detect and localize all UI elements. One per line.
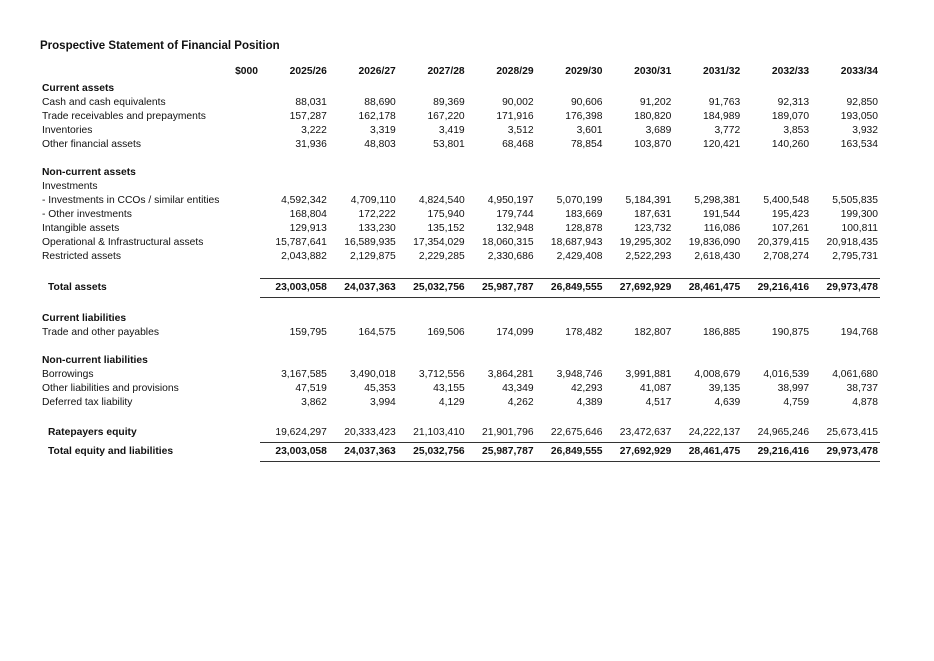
unit-cell: [232, 222, 260, 236]
value-cell: 3,853: [783, 125, 810, 136]
row-label: Restricted assets: [42, 251, 121, 262]
table-row: [42, 236, 880, 250]
value-cell: 19,836,090: [688, 237, 741, 248]
value-cell: 20,918,435: [826, 237, 879, 248]
value-cell: 88,690: [364, 97, 396, 108]
year-header: 2031/32: [703, 66, 741, 77]
row-label: Other financial assets: [42, 139, 142, 150]
value-cell: 133,230: [358, 223, 396, 234]
value-cell: 39,135: [708, 383, 741, 394]
section-heading: Current assets: [42, 83, 115, 94]
table-body: [42, 82, 880, 462]
value-cell: 27,692,929: [604, 279, 673, 298]
unit-cell: [232, 382, 260, 396]
value-cell: 25,987,787: [467, 279, 536, 298]
value-cell: 2,129,875: [349, 251, 396, 262]
value-cell: 78,854: [570, 139, 603, 150]
value-cell: 23,472,637: [604, 424, 673, 443]
value-cell: 28,461,475: [673, 279, 742, 298]
statement-title: Prospective Statement of Financial Position: [40, 40, 280, 52]
value-cell: 163,534: [840, 139, 879, 150]
value-cell: 3,512: [507, 125, 534, 136]
value-cell: 129,913: [289, 223, 327, 234]
value-cell: 48,803: [364, 139, 396, 150]
table-row: [42, 326, 880, 340]
value-cell: 3,772: [714, 125, 741, 136]
row-label: Other liabilities and provisions: [42, 383, 179, 394]
value-cell: 4,878: [852, 397, 879, 408]
row-label: Borrowings: [42, 369, 94, 380]
value-cell: 3,862: [301, 397, 327, 408]
value-cell: 27,692,929: [604, 443, 673, 462]
value-cell: 4,824,540: [418, 195, 465, 206]
value-cell: 68,468: [502, 139, 534, 150]
row-label: Inventories: [42, 125, 93, 136]
table-row: [42, 124, 880, 138]
value-cell: 25,032,756: [398, 279, 467, 298]
value-cell: 21,901,796: [467, 424, 536, 443]
value-cell: 194,768: [840, 327, 879, 338]
row-label: Total equity and liabilities: [48, 446, 174, 457]
value-cell: 4,389: [576, 397, 603, 408]
current-liabilities-heading: [42, 312, 880, 326]
value-cell: 4,129: [438, 397, 465, 408]
value-cell: 3,319: [370, 125, 396, 136]
year-header: 2028/29: [496, 66, 534, 77]
value-cell: 184,989: [703, 111, 741, 122]
value-cell: 187,631: [634, 209, 672, 220]
value-cell: 25,673,415: [811, 424, 880, 443]
year-header: 2026/27: [358, 66, 396, 77]
unit-cell: [232, 326, 260, 340]
value-cell: 2,618,430: [694, 251, 741, 262]
value-cell: 18,060,315: [482, 237, 534, 248]
year-header: 2029/30: [565, 66, 603, 77]
unit-cell: [232, 110, 260, 124]
value-cell: 2,708,274: [763, 251, 810, 262]
value-cell: 5,505,835: [832, 195, 879, 206]
year-header: 2030/31: [634, 66, 672, 77]
value-cell: 128,878: [565, 223, 603, 234]
value-cell: 23,003,058: [260, 443, 329, 462]
value-cell: 180,820: [634, 111, 672, 122]
current-assets-heading: [42, 82, 880, 96]
value-cell: 199,300: [840, 209, 879, 220]
value-cell: 103,870: [634, 139, 672, 150]
value-cell: 28,461,475: [673, 443, 742, 462]
value-cell: 24,037,363: [329, 279, 398, 298]
year-header: 2025/26: [289, 66, 327, 77]
value-cell: 92,850: [846, 97, 879, 108]
unit-cell: [232, 124, 260, 138]
unit-cell: [232, 138, 260, 152]
unit-cell: [232, 250, 260, 264]
value-cell: 172,222: [358, 209, 396, 220]
unit-cell: [232, 96, 260, 110]
total-assets-row: [42, 279, 880, 298]
row-label: Investments: [42, 181, 98, 192]
value-cell: 24,222,137: [673, 424, 742, 443]
non-current-assets-heading: [42, 166, 880, 180]
section-heading: Current liabilities: [42, 313, 127, 324]
value-cell: 4,008,679: [694, 369, 741, 380]
value-cell: 29,973,478: [811, 443, 880, 462]
value-cell: 162,178: [358, 111, 396, 122]
value-cell: 189,070: [771, 111, 810, 122]
value-cell: 159,795: [289, 327, 327, 338]
table-row: [42, 250, 880, 264]
value-cell: 178,482: [565, 327, 603, 338]
table-row: [42, 194, 880, 208]
value-cell: 2,795,731: [832, 251, 879, 262]
unit-cell: [232, 368, 260, 382]
value-cell: 3,991,881: [625, 369, 672, 380]
unit-cell: [232, 279, 260, 298]
value-cell: 4,759: [783, 397, 810, 408]
unit-cell: [232, 236, 260, 250]
row-label: Cash and cash equivalents: [42, 97, 166, 108]
value-cell: 157,287: [289, 111, 327, 122]
spacer-row: [42, 340, 880, 354]
spacer-row: [42, 264, 880, 279]
row-label: Ratepayers equity: [48, 427, 137, 439]
value-cell: 20,379,415: [757, 237, 810, 248]
spacer-row: [42, 410, 880, 424]
row-label: Trade receivables and prepayments: [42, 111, 206, 122]
value-cell: 186,885: [703, 327, 741, 338]
value-cell: 195,423: [771, 209, 810, 220]
value-cell: 120,421: [703, 139, 741, 150]
value-cell: 183,669: [565, 209, 603, 220]
table-row: [42, 208, 880, 222]
value-cell: 2,429,408: [556, 251, 603, 262]
header-blank: [42, 62, 232, 82]
value-cell: 4,592,342: [281, 195, 327, 206]
value-cell: 135,152: [427, 223, 465, 234]
row-label: - Other investments: [42, 209, 132, 220]
value-cell: 3,490,018: [349, 369, 396, 380]
value-cell: 3,712,556: [418, 369, 465, 380]
value-cell: 182,807: [634, 327, 672, 338]
year-header: 2032/33: [771, 66, 810, 77]
value-cell: 17,354,029: [413, 237, 465, 248]
value-cell: 171,916: [496, 111, 534, 122]
value-cell: 26,849,555: [536, 279, 605, 298]
value-cell: 21,103,410: [398, 424, 467, 443]
value-cell: 174,099: [496, 327, 534, 338]
value-cell: 19,624,297: [260, 424, 329, 443]
unit-cell: [232, 194, 260, 208]
value-cell: 23,003,058: [260, 279, 329, 298]
value-cell: 175,940: [427, 209, 465, 220]
value-cell: 89,369: [433, 97, 465, 108]
value-cell: 3,932: [852, 125, 879, 136]
value-cell: 3,167,585: [281, 369, 327, 380]
investments-label-row: [42, 180, 880, 194]
value-cell: 91,202: [639, 97, 672, 108]
value-cell: 25,032,756: [398, 443, 467, 462]
value-cell: 167,220: [427, 111, 465, 122]
value-cell: 20,333,423: [329, 424, 398, 443]
ratepayers-equity-row: [42, 424, 880, 443]
value-cell: 38,737: [846, 383, 879, 394]
value-cell: 116,086: [703, 223, 741, 234]
value-cell: 4,061,680: [832, 369, 879, 380]
value-cell: 4,016,539: [763, 369, 810, 380]
value-cell: 25,987,787: [467, 443, 536, 462]
value-cell: 90,002: [502, 97, 534, 108]
value-cell: 91,763: [708, 97, 741, 108]
row-label: Trade and other payables: [42, 327, 159, 338]
spacer-row: [42, 152, 880, 166]
value-cell: 24,965,246: [742, 424, 811, 443]
value-cell: 45,353: [364, 383, 396, 394]
value-cell: 3,948,746: [556, 369, 603, 380]
value-cell: 19,295,302: [619, 237, 672, 248]
value-cell: 22,675,646: [536, 424, 605, 443]
value-cell: 26,849,555: [536, 443, 605, 462]
value-cell: 5,070,199: [556, 195, 603, 206]
value-cell: 4,517: [645, 397, 672, 408]
year-header: 2027/28: [427, 66, 465, 77]
value-cell: 4,262: [507, 397, 534, 408]
value-cell: 92,313: [777, 97, 810, 108]
value-cell: 168,804: [289, 209, 327, 220]
value-cell: 3,994: [370, 397, 396, 408]
value-cell: 2,522,293: [625, 251, 672, 262]
value-cell: 15,787,641: [275, 237, 327, 248]
value-cell: 29,216,416: [742, 279, 811, 298]
value-cell: 29,973,478: [811, 279, 880, 298]
value-cell: 42,293: [570, 383, 603, 394]
section-heading: Non-current assets: [42, 167, 136, 178]
value-cell: 4,950,197: [487, 195, 534, 206]
table-row: [42, 96, 880, 110]
value-cell: 5,400,548: [763, 195, 810, 206]
value-cell: 100,811: [841, 223, 879, 234]
value-cell: 2,043,882: [281, 251, 327, 262]
value-cell: 3,689: [645, 125, 672, 136]
value-cell: 123,732: [634, 223, 672, 234]
value-cell: 43,349: [502, 383, 534, 394]
value-cell: 164,575: [358, 327, 396, 338]
value-cell: 2,229,285: [418, 251, 465, 262]
value-cell: 132,948: [496, 223, 534, 234]
value-cell: 140,260: [771, 139, 810, 150]
value-cell: 41,087: [639, 383, 672, 394]
unit-cell: [232, 208, 260, 222]
value-cell: 38,997: [777, 383, 810, 394]
value-cell: 2,330,686: [487, 251, 534, 262]
value-cell: 4,709,110: [350, 195, 396, 206]
value-cell: 29,216,416: [742, 443, 811, 462]
row-label: Deferred tax liability: [42, 397, 133, 408]
value-cell: 3,222: [301, 125, 327, 136]
table-row: [42, 222, 880, 236]
value-cell: 88,031: [295, 97, 327, 108]
row-label: Intangible assets: [42, 223, 120, 234]
value-cell: 190,875: [771, 327, 810, 338]
value-cell: 90,606: [570, 97, 603, 108]
table-row: [42, 382, 880, 396]
value-cell: 4,639: [714, 397, 741, 408]
table-row: [42, 138, 880, 152]
value-cell: 5,298,381: [694, 195, 741, 206]
value-cell: 5,184,391: [625, 195, 672, 206]
row-label: Operational & Infrastructural assets: [42, 237, 204, 248]
value-cell: 31,936: [295, 139, 327, 150]
value-cell: 3,601: [576, 125, 603, 136]
unit-cell: [232, 424, 260, 443]
row-label: Total assets: [48, 282, 107, 293]
value-cell: 47,519: [295, 383, 327, 394]
section-heading: Non-current liabilities: [42, 355, 148, 366]
year-header: 2033/34: [840, 66, 879, 77]
value-cell: 191,544: [703, 209, 741, 220]
value-cell: 43,155: [433, 383, 465, 394]
table-row: [42, 396, 880, 410]
value-cell: 24,037,363: [329, 443, 398, 462]
row-label: - Investments in CCOs / similar entities: [42, 195, 220, 206]
table-row: [42, 110, 880, 124]
unit-cell: [232, 396, 260, 410]
value-cell: 179,744: [496, 209, 534, 220]
value-cell: 193,050: [840, 111, 879, 122]
value-cell: 107,261: [771, 223, 810, 234]
non-current-liabilities-heading: [42, 354, 880, 368]
value-cell: 169,506: [427, 327, 465, 338]
value-cell: 3,864,281: [487, 369, 534, 380]
value-cell: 53,801: [433, 139, 465, 150]
unit-cell: [232, 443, 260, 462]
value-cell: 176,398: [565, 111, 603, 122]
value-cell: 18,687,943: [550, 237, 603, 248]
spacer-row: [42, 298, 880, 313]
table-row: [42, 368, 880, 382]
financial-position-table: [42, 62, 880, 462]
total-equity-liabilities-row: [42, 443, 880, 462]
value-cell: 3,419: [438, 125, 465, 136]
unit-header: $000: [235, 66, 258, 77]
value-cell: 16,589,935: [344, 237, 396, 248]
header-row: [42, 62, 880, 82]
